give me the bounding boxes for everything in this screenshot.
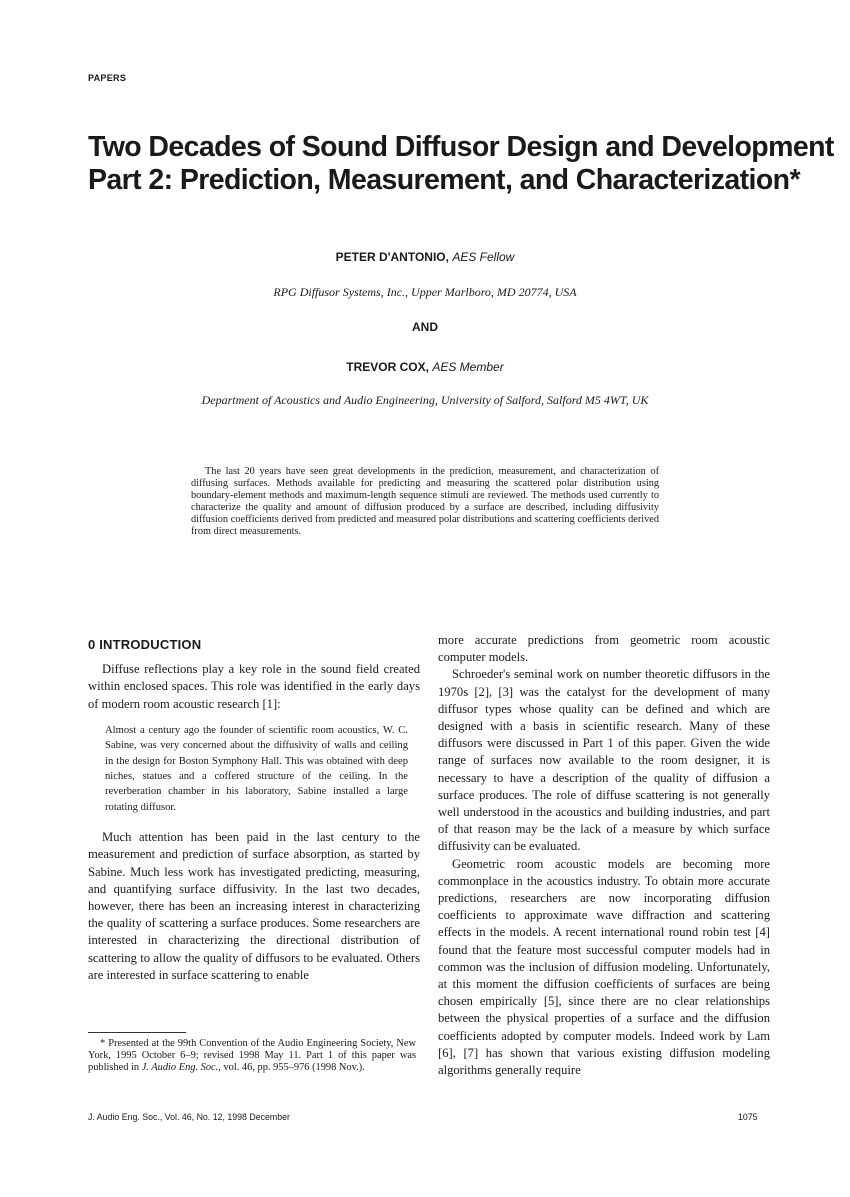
paper-title xyxy=(88,131,834,197)
author-1-role: AES Fellow xyxy=(452,250,515,264)
and-separator: AND xyxy=(412,320,438,334)
footer-journal-info: J. Audio Eng. Soc., Vol. 46, No. 12, 1998 December xyxy=(88,1112,290,1122)
abstract xyxy=(191,466,659,539)
intro-paragraph-continued: more accurate predictions from geometric room acoustic computer models. xyxy=(438,633,770,665)
footnote xyxy=(88,1038,416,1073)
introduction-heading: 0 INTRODUCTION xyxy=(88,637,202,652)
footnote-text-b: , vol. 46, pp. 955–976 (1998 Nov.). xyxy=(218,1061,365,1073)
intro-paragraph-4: Geometric room acoustic models are becoming more commonplace in the acoustics industry. To obtain more accurate predictions, researchers are now incorporating diffusion coefficients to approximate wave diffraction and scattering effects in the models. A recent international round robin test [4] found that the feature most successful computer models had in common was the inclusion of diffusion modeling. Unfortunately, at this moment the diffusion coefficients of surfaces are being chosen empirically [5], since there are no clear relationships between the physical properties of a surface and the diffusion coefficients adopted by computer models. Indeed work by Lam [6], [7] has shown that various existing diffusion modeling algorithms generally require xyxy=(438,856,770,1078)
author-1 xyxy=(0,250,850,264)
page-number: 1075 xyxy=(738,1112,758,1122)
intro-paragraph-1: Diffuse reflections play a key role in the sound field created within enclosed spaces. This role was identified in the early days of modern room acoustic research [1]: xyxy=(88,662,420,711)
intro-paragraph-3: Schroeder's seminal work on number theoretic diffusors in the 1970s [2], [3] was the catalyst for the development of many diffusor types whose quality can be defined and which are designed with a basis in scientific research. Many of these diffusors were discussed in Part 1 of this paper. Given the wide range of surfaces now available to the room designer, it is necessary to have a description of the quality of diffusion a surface produces. The role of diffuse scattering is not generally well understood in the acoustics and building industries, and part of that reason may be the lack of a measure by which surface diffusivity can be evaluated. xyxy=(438,667,770,854)
title-line-2: Part 2: Prediction, Measurement, and Characterization* xyxy=(88,164,800,196)
block-quote-text: Almost a century ago the founder of scientific room acoustics, W. C. Sabine, was very concerned about the diffusivity of walls and ceiling in the design for Boston Symphony Hall. This was obtained with deep niches, statues and a coffered structure of the ceiling. In the reverberation chamber in his laboratory, Sabine installed a large rotating diffusor. xyxy=(105,724,408,813)
intro-paragraph-2: Much attention has been paid in the last century to the measurement and prediction of surface absorption, as started by Sabine. Much less work has investigated predicting, measuring, and quantifying surface diffusivity. In the last two decades, however, there has been an increasing interest in characterizing the quality of scattering a surface produces. Some researchers are interested in characterizing the directional distribution of scattering to allow the quality of diffusors to be evaluated. Others are interested in surface scattering to enable xyxy=(88,830,420,982)
title-line-1: Two Decades of Sound Diffusor Design and Development xyxy=(88,131,834,163)
abstract-text: The last 20 years have seen great developments in the prediction, measurement, and characterization of diffusing surfaces. Methods available for predicting and measuring the scattered polar distribution using boundary-element methods and maximum-length sequence stimuli are reviewed. The methods used currently to characterize the quality and amount of diffusion produced by a surface are described, including diffusivity diffusion coefficients derived from predicted and measured polar distributions and scattering coefficients derived from direct measurements. xyxy=(191,466,659,538)
footnote-journal: J. Audio Eng. Soc. xyxy=(141,1061,219,1073)
author-2-affiliation: Department of Acoustics and Audio Engineering, University of Salford, Salford M5 4WT, UK xyxy=(201,393,649,407)
left-column xyxy=(88,636,420,984)
author-1-affiliation: RPG Diffusor Systems, Inc., Upper Marlboro, MD 20774, USA xyxy=(273,285,577,299)
block-quote xyxy=(105,723,408,815)
author-2 xyxy=(0,360,850,374)
author-2-name: TREVOR COX, xyxy=(346,360,429,374)
section-label: PAPERS xyxy=(88,73,127,83)
author-1-name: PETER D'ANTONIO, xyxy=(335,250,449,264)
right-column xyxy=(438,632,770,1079)
footnote-text-a: * Presented at the 99th Convention of the Audio Engineering Society, New York, 1995 October 6–9; revised 1998 May 11. Part 1 of this paper was published in xyxy=(88,1038,416,1073)
footnote-rule xyxy=(88,1032,186,1033)
author-2-role: AES Member xyxy=(432,360,504,374)
